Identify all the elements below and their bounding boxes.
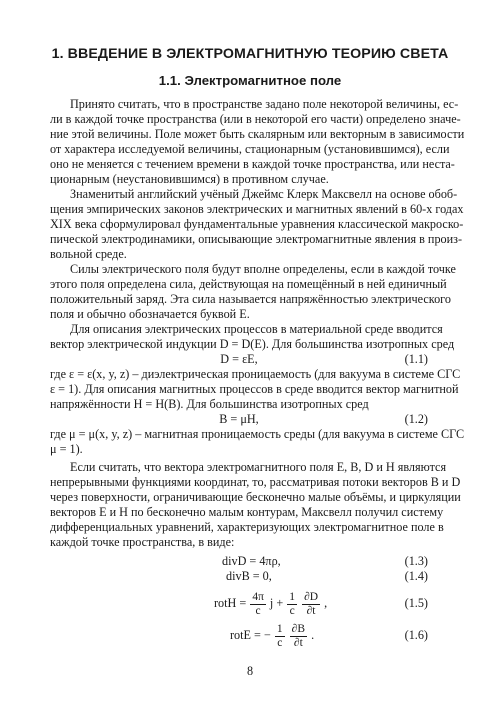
text-line: вектор электрической индукции D = D(E). Для большинства изотропных сред <box>50 337 455 351</box>
text-line: поля и обычно обозначается буквой E. <box>50 307 250 321</box>
fraction <box>287 591 297 618</box>
numerator: 1 <box>276 622 283 635</box>
equation-1-2: B = μH, <box>219 412 259 426</box>
text-line: где ε = ε(x, y, z) – диэлектрическая проницаемость (для вакуума в системе СГС <box>50 367 461 381</box>
text-line: ли в каждой точке пространства (или в некоторой его части) определено значе- <box>50 112 461 126</box>
text-line: μ = 1). <box>50 442 83 456</box>
text-line: положительный заряд. Эта сила называется напряжённостью электрического <box>50 292 451 306</box>
text-line: Знаменитый английский учёный Джеймс Клерк Максвелл на основе обоб- <box>70 187 458 201</box>
fraction <box>275 623 285 650</box>
denominator: ∂t <box>293 636 303 649</box>
text-line: где μ = μ(x, y, z) – магнитная проницаемость среды (для вакуума в системе СГС <box>50 427 465 441</box>
equation-1-1: D = εE, <box>220 352 258 366</box>
fraction <box>290 623 307 650</box>
equation-1-5 <box>214 588 327 618</box>
text-line: пической электродинамики, описывающие электромагнитные явления в произ- <box>50 232 463 246</box>
text-line: Принято считать, что в пространстве задано поле некоторой величины, ес- <box>70 97 459 111</box>
numerator: 1 <box>289 590 296 603</box>
equation-number: (1.4) <box>404 569 428 583</box>
equation-1-3: divD = 4πρ, <box>222 554 281 568</box>
text-line: каждой точке пространства, в виде: <box>50 535 235 549</box>
chapter-title: 1. ВВЕДЕНИЕ В ЭЛЕКТРОМАГНИТНУЮ ТЕОРИЮ СВЕТА <box>51 46 449 62</box>
text-line: векторов E и H по бесконечно малым контурам, Максвелл получил систему <box>50 505 444 519</box>
page-number: 8 <box>246 664 254 678</box>
text-line: ционарным (неустановившимся) в противном случае. <box>50 172 329 186</box>
text-line: Силы электрического поля будут вполне определены, если в каждой точке <box>70 262 456 276</box>
equation-term: j + <box>269 596 284 610</box>
text-line: Если считать, что вектора электромагнитного поля E, B, D и H являются <box>70 460 447 474</box>
text-line: через поверхности, ограничивающие бесконечно малые объёмы, и циркуляции <box>50 490 461 504</box>
numerator: 4π <box>252 590 264 603</box>
equation-number: (1.3) <box>404 554 428 568</box>
text-line: ε = 1). Для описания магнитных процессов в среде вводится вектор магнитной <box>50 382 459 396</box>
equation-number: (1.6) <box>404 628 428 642</box>
equation-end: . <box>311 628 315 642</box>
equation-lhs: rotH = <box>214 596 247 610</box>
text-line: дифференциальных уравнений, характеризующих электромагнитное поле в <box>50 520 444 534</box>
fraction <box>302 591 320 618</box>
text-line: оно не меняется с течением времени в каждой точке пространства, или нестa- <box>50 157 455 171</box>
numerator: ∂B <box>291 622 306 635</box>
equation-lhs: rotE = − <box>230 628 271 642</box>
text-line: вольной среде. <box>50 247 127 261</box>
text-line: этого поля определена сила, действующая на помещённый в ней единичный <box>50 277 447 291</box>
text-line: XIX века сформулировал фундаментальные уравнения классической макроско- <box>50 217 464 231</box>
denominator: c <box>277 636 283 649</box>
text-line: Для описания электрических процессов в материальной среде вводится <box>70 322 443 336</box>
text-line: непрерывными функциями координат, то, рассматривая потоки векторов B и D <box>50 475 461 489</box>
equation-1-4: divB = 0, <box>226 569 272 583</box>
equation-1-6 <box>230 620 314 650</box>
section-title: 1.1. Электромагнитное поле <box>158 73 342 88</box>
equation-number: (1.5) <box>404 596 428 610</box>
equation-end: , <box>324 596 328 610</box>
denominator: c <box>289 604 295 617</box>
fraction <box>250 591 266 618</box>
denominator: ∂t <box>306 604 316 617</box>
equation-number: (1.2) <box>404 412 428 426</box>
denominator: c <box>255 604 261 617</box>
text-line: от характера исследуемой величины, стационарным (установившимся), если <box>50 142 450 156</box>
text-line: напряжённости H = H(B). Для большинства изотропных сред <box>50 397 369 411</box>
text-line: щения эмпирических законов электрических и магнитных явлений в 60-х годах <box>50 202 464 216</box>
text-line: ние этой величины. Поле может быть скалярным или векторным в зависимости <box>50 127 465 141</box>
equation-number: (1.1) <box>404 352 428 366</box>
numerator: ∂D <box>304 590 319 603</box>
